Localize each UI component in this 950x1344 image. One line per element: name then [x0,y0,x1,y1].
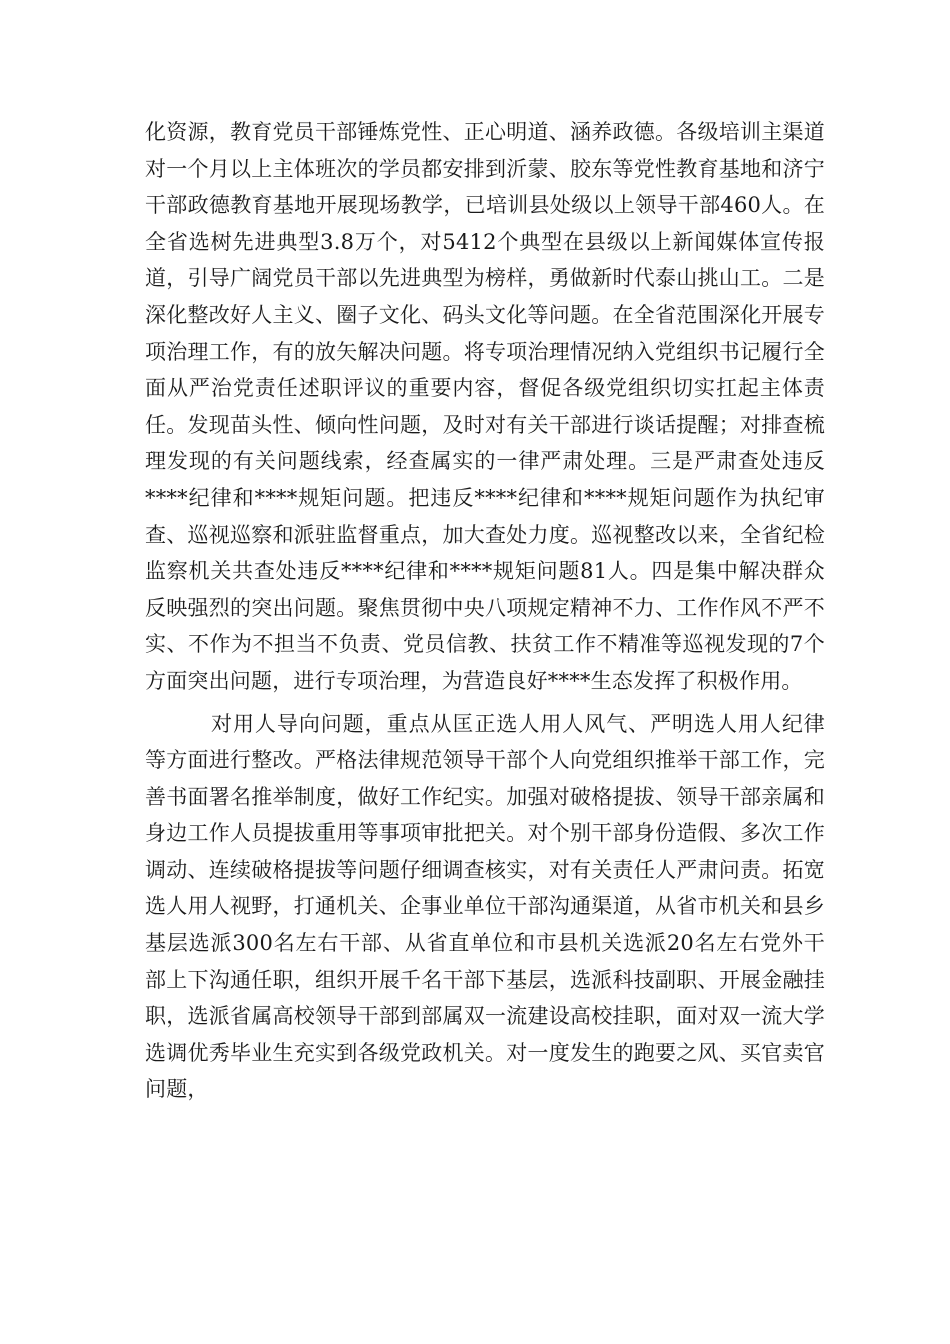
paragraph-2: 对用人导向问题，重点从匡正选人用人风气、严明选人用人纪律等方面进行整改。严格法律规范领导干部个人向党组织推举干部工作，完善书面署名推举制度，做好工作纪实。加强对破格提拔、领导干部亲属和身边工作人员提拔重用等事项审批把关。对个别干部身份造假、多次工作调动、连续破格提拔等问题仔细调查核实，对有关责任人严肃问责。拓宽选人用人视野，打通机关、企事业单位干部沟通渠道，从省市机关和县乡基层选派300名左右干部、从省直单位和市县机关选派20名左右党外干部上下沟通任职，组织开展千名干部下基层，选派科技副职、开展金融挂职，选派省属高校领导干部到部属双一流建设高校挂职，面对双一流大学选调优秀毕业生充实到各级党政机关。对一度发生的跑要之风、买官卖官问题， [145,711,825,1102]
document-body [145,114,825,1108]
paragraph-1: 化资源，教育党员干部锤炼党性、正心明道、涵养政德。各级培训主渠道对一个月以上主体班次的学员都安排到沂蒙、胶东等党性教育基地和济宁干部政德教育基地开展现场教学，已培训县处级以上领导干部460人。在全省选树先进典型3.8万个，对5412个典型在县级以上新闻媒体宣传报道，引导广阔党员干部以先进典型为榜样，勇做新时代泰山挑山工。二是深化整改好人主义、圈子文化、码头文化等问题。在全省范围深化开展专项治理工作，有的放矢解决问题。将专项治理情况纳入党组织书记履行全面从严治党责任述职评议的重要内容，督促各级党组织切实扛起主体责任。发现苗头性、倾向性问题，及时对有关干部进行谈话提醒；对排查梳理发现的有关问题线索，经查属实的一律严肃处理。三是严肃查处违反****纪律和****规矩问题。把违反****纪律和****规矩问题作为执纪审查、巡视巡察和派驻监督重点，加大查处力度。巡视整改以来，全省纪检监察机关共查处违反****纪律和****规矩问题81人。四是集中解决群众反映强烈的突出问题。聚焦贯彻中央八项规定精神不力、工作作风不严不实、不作为不担当不负责、党员信教、扶贫工作不精准等巡视发现的7个方面突出问题，进行专项治理，为营造良好****生态发挥了积极作用。 [145,120,825,693]
